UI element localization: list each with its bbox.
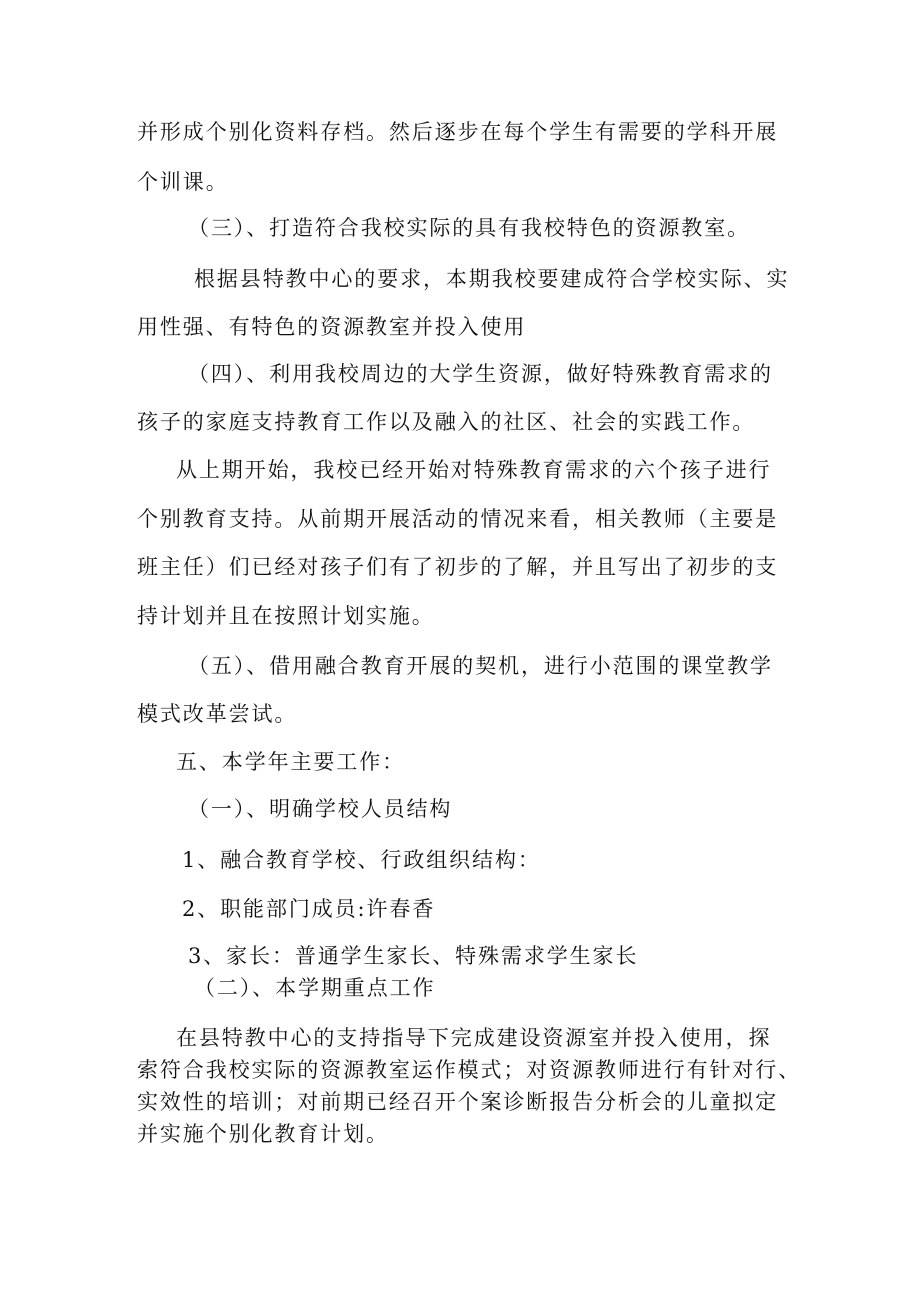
paragraph-line: 索符合我校实际的资源教室运作模式；对资源教师进行有针对行、	[137, 1058, 802, 1082]
paragraph-line: 并形成个别化资料存档。然后逐步在每个学生有需要的学科开展	[137, 120, 779, 144]
paragraph-line: 在县特教中心的支持指导下完成建设资源室并投入使用，探	[176, 1026, 772, 1050]
section-heading: （三）、打造符合我校实际的具有我校特色的资源教室。	[188, 216, 750, 240]
paragraph-line: 用性强、有特色的资源教室并投入使用	[137, 315, 527, 339]
section-heading: （四）、利用我校周边的大学生资源，做好特殊教育需求的	[188, 362, 773, 386]
section-heading: （五）、借用融合教育开展的契机，进行小范围的课堂教学	[188, 654, 773, 678]
paragraph-line: 并实施个别化教育计划。	[137, 1122, 389, 1146]
paragraph-line: 根据县特教中心的要求，本期我校要建成符合学校实际、实	[194, 267, 790, 291]
paragraph-line: 个别教育支持。从前期开展活动的情况来看，相关教师（主要是	[137, 507, 779, 531]
section-heading: （一）、明确学校人员结构	[188, 797, 453, 821]
paragraph-line: 从上期开始，我校已经开始对特殊教育需求的六个孩子进行	[176, 458, 772, 482]
paragraph-line: 班主任）们已经对孩子们有了初步的了解，并且写出了初步的支	[137, 555, 779, 579]
paragraph-line: 孩子的家庭支持教育工作以及融入的社区、社会的实践工作。	[137, 410, 756, 434]
paragraph-line: 实效性的培训；对前期已经召开个案诊断报告分析会的儿童拟定	[137, 1090, 779, 1114]
list-item: 2、职能部门成员:许春香	[182, 897, 436, 921]
paragraph-line: 持计划并且在按照计划实施。	[137, 604, 435, 628]
chapter-heading: 五、本学年主要工作：	[176, 750, 405, 774]
list-item: 3、家长：普通学生家长、特殊需求学生家长	[188, 944, 639, 968]
list-item: 1、融合教育学校、行政组织结构：	[182, 848, 541, 872]
section-heading: （二）、本学期重点工作	[194, 976, 436, 1000]
paragraph-line: 个训课。	[137, 170, 229, 194]
paragraph-line: 模式改革尝试。	[137, 702, 298, 726]
